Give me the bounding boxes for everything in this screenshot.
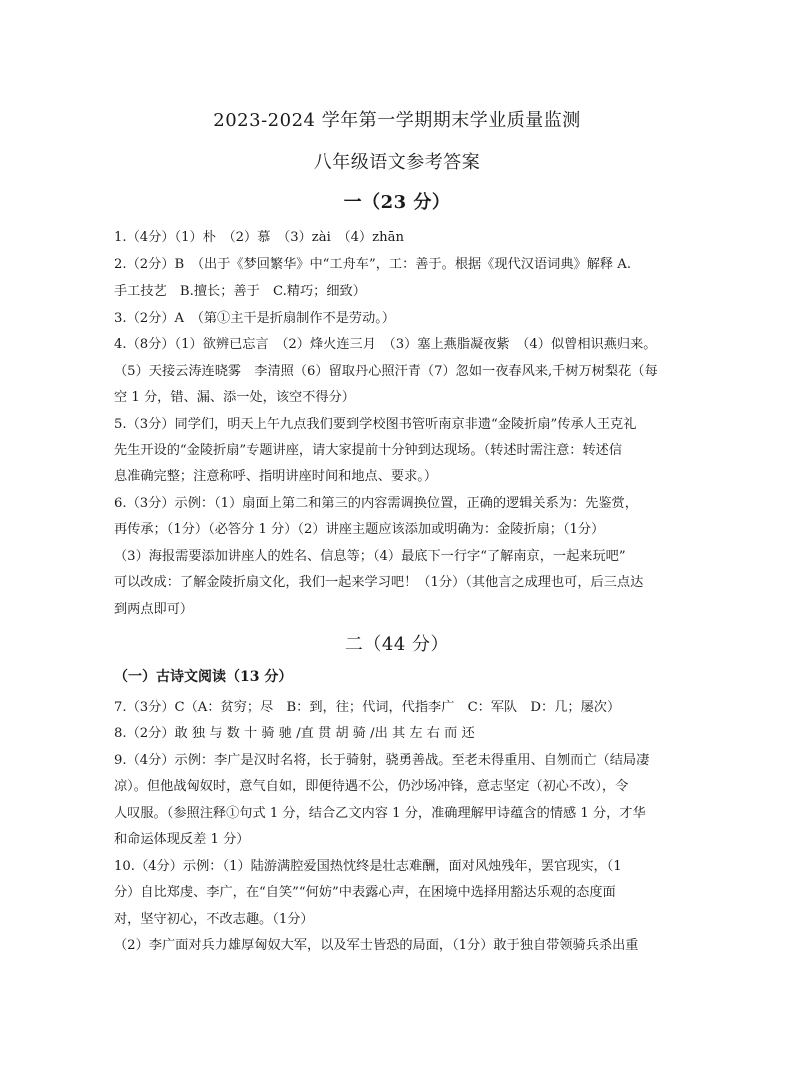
answer-line: 9.（4分）示例：李广是汉时名将，长于骑射，骁勇善战。至老未得重用、自刎而亡（结局凄	[114, 753, 650, 768]
answer-line: 凉）。但他战匈奴时，意气自如，即便待遇不公，仍沙场冲锋，意志坚定（初心不改），令	[114, 779, 629, 794]
answer-line: 可以改成：了解金陵折扇文化，我们一起来学习吧！（1分）（其他言之成理也可，后三点达	[114, 575, 644, 590]
answer-line: 息准确完整；注意称呼、指明讲座时间和地点、要求。）	[114, 469, 438, 484]
answer-line: 对，坚守初心，不改志趣。（1分）	[114, 912, 314, 927]
answer-line: 4.（8分）（1）欲辨已忘言 （2）烽火连三月 （3）塞上燕脂凝夜紫 （4）似曾相识燕归来。	[114, 337, 657, 352]
answer-line: 和命运体现反差 1 分）	[114, 832, 250, 847]
answer-line: 手工技艺 B.擅长；善于 C.精巧；细致）	[114, 284, 366, 299]
section-two-heading: 二（44 分）	[344, 634, 450, 655]
answer-line: 8.（2分）敢 独 与 数 十 骑 驰 /直 贯 胡 骑 /出 其 左 右 而 还	[114, 726, 475, 741]
answer-line: 5.（3分）同学们，明天上午九点我们要到学校图书管听南京非遗“金陵折扇”传承人王克礼	[114, 417, 637, 432]
document-title: 2023-2024 学年第一学期期末学业质量监测	[213, 110, 581, 131]
answer-line: （2）李广面对兵力雄厚匈奴大军，以及军士皆恐的局面，（1分）敢于独自带领骑兵杀出重	[114, 938, 639, 953]
answer-line: 1.（4分）（1）朴 （2）慕 （3）zài （4）zhān	[114, 230, 404, 245]
answer-line: 人叹服。（参照注释①句式 1 分，结合乙文内容 1 分，准确理解甲诗蕴含的情感 1 分，才华	[114, 806, 646, 821]
answer-line: （5）天接云涛连晓雾 李清照（6）留取丹心照汗青（7）忽如一夜春风来,千树万树梨花（每	[114, 364, 658, 379]
subsection-heading: （一）古诗文阅读（13 分）	[114, 669, 293, 685]
document-subtitle: 八年级语文参考答案	[313, 152, 481, 173]
answer-line: 6.（3分）示例：（1）扇面上第二和第三的内容需调换位置，正确的逻辑关系为：先鉴赏，	[114, 496, 638, 511]
section-one-heading: 一（23 分）	[343, 192, 451, 213]
answer-line: 7.（3分）C（A：贫穷；尽 B：到，往；代词，代指李广 C：军队 D：几；屡次）	[114, 700, 621, 715]
answer-line: 2.（2分）B （出于《梦回繁华》中“工舟车”，工：善于。根据《现代汉语词典》解释 A.	[114, 257, 632, 272]
answer-line: 先生开设的“金陵折扇”专题讲座，请大家提前十分钟到达现场。（转述时需注意：转述信	[114, 443, 623, 458]
answer-line: （3）海报需要添加讲座人的姓名、信息等；（4）最底下一行字“了解南京，一起来玩吧”	[114, 549, 626, 564]
answer-line: 3.（2分）A （第①主干是折扇制作不是劳动。）	[114, 311, 396, 326]
answer-line: 再传承；（1分）（必答分 1 分）（2）讲座主题应该添加或明确为：金陵折扇；（1分）	[114, 522, 605, 537]
answer-line: 分）自比郑虔、李广，在“自笑”“何妨”中表露心声，在困境中选择用豁达乐观的态度面	[114, 885, 616, 900]
answer-line: 空 1 分，错、漏、添一处，该空不得分）	[114, 390, 355, 405]
answer-line: 到两点即可）	[114, 602, 194, 617]
answer-line: 10.（4分）示例：（1）陆游满腔爱国热忱终是壮志难酬，面对风烛残年，罢官现实，（1	[114, 859, 622, 874]
